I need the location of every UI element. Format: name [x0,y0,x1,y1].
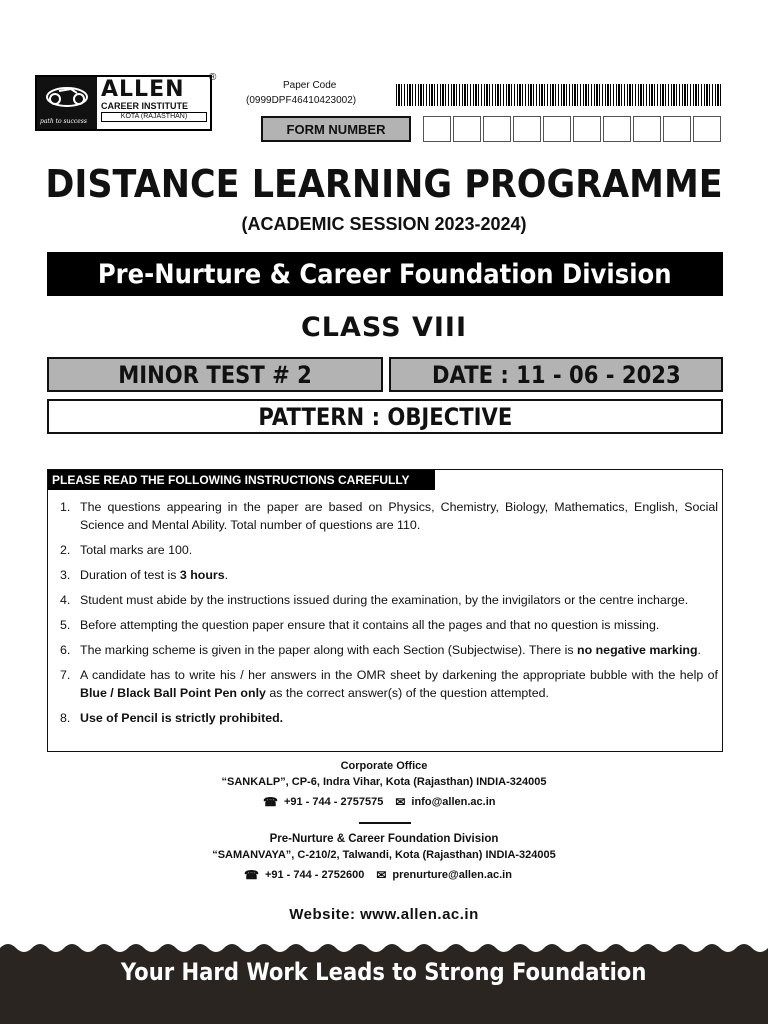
class-title: CLASS VIII [300,312,468,343]
form-number-box[interactable] [453,116,481,142]
pattern-box [47,399,723,434]
instruction-item [60,709,718,727]
instruction-item [60,498,718,534]
test-date: DATE : 11 - 06 - 2023 [431,360,681,389]
corporate-phone: +91 - 744 - 2757575 [283,796,384,808]
registered-mark: ® [209,72,217,83]
logo-city: KOTA (RAJASTHAN) [101,112,207,122]
instruction-text: Total marks are 100. [80,543,193,557]
paper-code: (0999DPF46410423002) [246,95,357,106]
logo-brand: ALLEN [101,77,185,102]
pattern: PATTERN : OBJECTIVE [258,402,512,431]
phone-icon: ☎ [244,868,259,882]
corporate-contact [263,795,495,809]
instruction-text: The questions appearing in the paper are based on Physics, Chemistry, Biology, Mathematics, English, Social Science and Mental Ability. Total number of questions are 110. [80,500,718,532]
division-banner [47,252,723,296]
instruction-text: Before attempting the question paper ensure that it contains all the pages and that no question is missing. [80,618,660,632]
instruction-text: A candidate has to write his / her answers in the OMR sheet by darkening the appropriate bubble with the help of Blue / Black Ball Point Pen only as the correct answer(s) of the question attempted. [80,668,718,700]
academic-session: (ACADEMIC SESSION 2023-2024) [241,214,527,234]
instruction-text: Duration of test is 3 hours. [80,568,229,582]
form-number-box[interactable] [543,116,571,142]
instruction-number: 2. [60,543,71,557]
division-contact [244,868,512,882]
bike-icon [37,77,97,117]
website[interactable]: Website: www.allen.ac.in [289,906,479,923]
barcode [396,84,721,106]
instructions-heading: PLEASE READ THE FOLLOWING INSTRUCTIONS CAREFULLY [48,470,435,490]
instruction-item [60,591,718,609]
form-number-box[interactable] [693,116,721,142]
email-icon: ✉ [376,868,387,882]
corporate-office-address: “SANKALP”, CP-6, Indra Vihar, Kota (Rajasthan) INDIA-324005 [221,776,547,788]
form-number-box[interactable] [663,116,691,142]
corporate-office-heading: Corporate Office [340,760,428,772]
test-name-box [47,357,383,392]
form-number-box[interactable] [573,116,601,142]
test-name: MINOR TEST # 2 [118,360,312,389]
division-title: Pre-Nurture & Career Foundation Division [98,258,672,290]
form-number-box[interactable] [603,116,631,142]
form-number-box[interactable] [513,116,541,142]
divider [359,822,411,824]
form-number-box[interactable] [633,116,661,142]
allen-logo [35,75,212,131]
email-icon: ✉ [395,795,406,809]
test-date-box [389,357,723,392]
instruction-item [60,666,718,702]
instruction-item [60,541,718,559]
instructions-box [47,469,723,752]
instruction-number: 3. [60,568,71,582]
logo-tagline: path to success [40,118,87,125]
corporate-email[interactable]: info@allen.ac.in [411,796,496,808]
instruction-item [60,566,718,584]
instruction-item [60,641,718,659]
instructions-list [60,498,718,734]
instruction-number: 4. [60,593,71,607]
instruction-number: 6. [60,643,71,657]
page-title: DISTANCE LEARNING PROGRAMME [45,162,723,206]
footer-slogan [0,958,768,986]
division-email[interactable]: prenurture@allen.ac.in [392,869,512,881]
instruction-number: 5. [60,618,71,632]
logo-emblem [37,77,97,129]
division-phone: +91 - 744 - 2752600 [264,869,365,881]
division-office-heading: Pre-Nurture & Career Foundation Division [269,833,499,845]
footer-slogan-text: Your Hard Work Leads to Strong Foundation [121,958,647,986]
instruction-item [60,616,718,634]
logo-subtitle: CAREER INSTITUTE [101,101,189,111]
instruction-number: 1. [60,500,71,514]
phone-icon: ☎ [263,795,278,809]
instruction-number: 7. [60,668,71,682]
form-number-boxes[interactable] [423,116,723,142]
form-number-box[interactable] [483,116,511,142]
instruction-text: The marking scheme is given in the paper along with each Section (Subjectwise). There is no negative marking. [80,643,701,657]
paper-code-label: Paper Code [283,80,337,91]
instruction-text: Use of Pencil is strictly prohibited. [80,711,284,725]
form-number-label: FORM NUMBER [261,116,411,142]
instruction-number: 8. [60,711,71,725]
form-number-box[interactable] [423,116,451,142]
division-office-address: “SAMANVAYA”, C-210/2, Talwandi, Kota (Rajasthan) INDIA-324005 [212,849,556,861]
instruction-text: Student must abide by the instructions issued during the examination, by the invigilators or the centre incharge. [80,593,689,607]
